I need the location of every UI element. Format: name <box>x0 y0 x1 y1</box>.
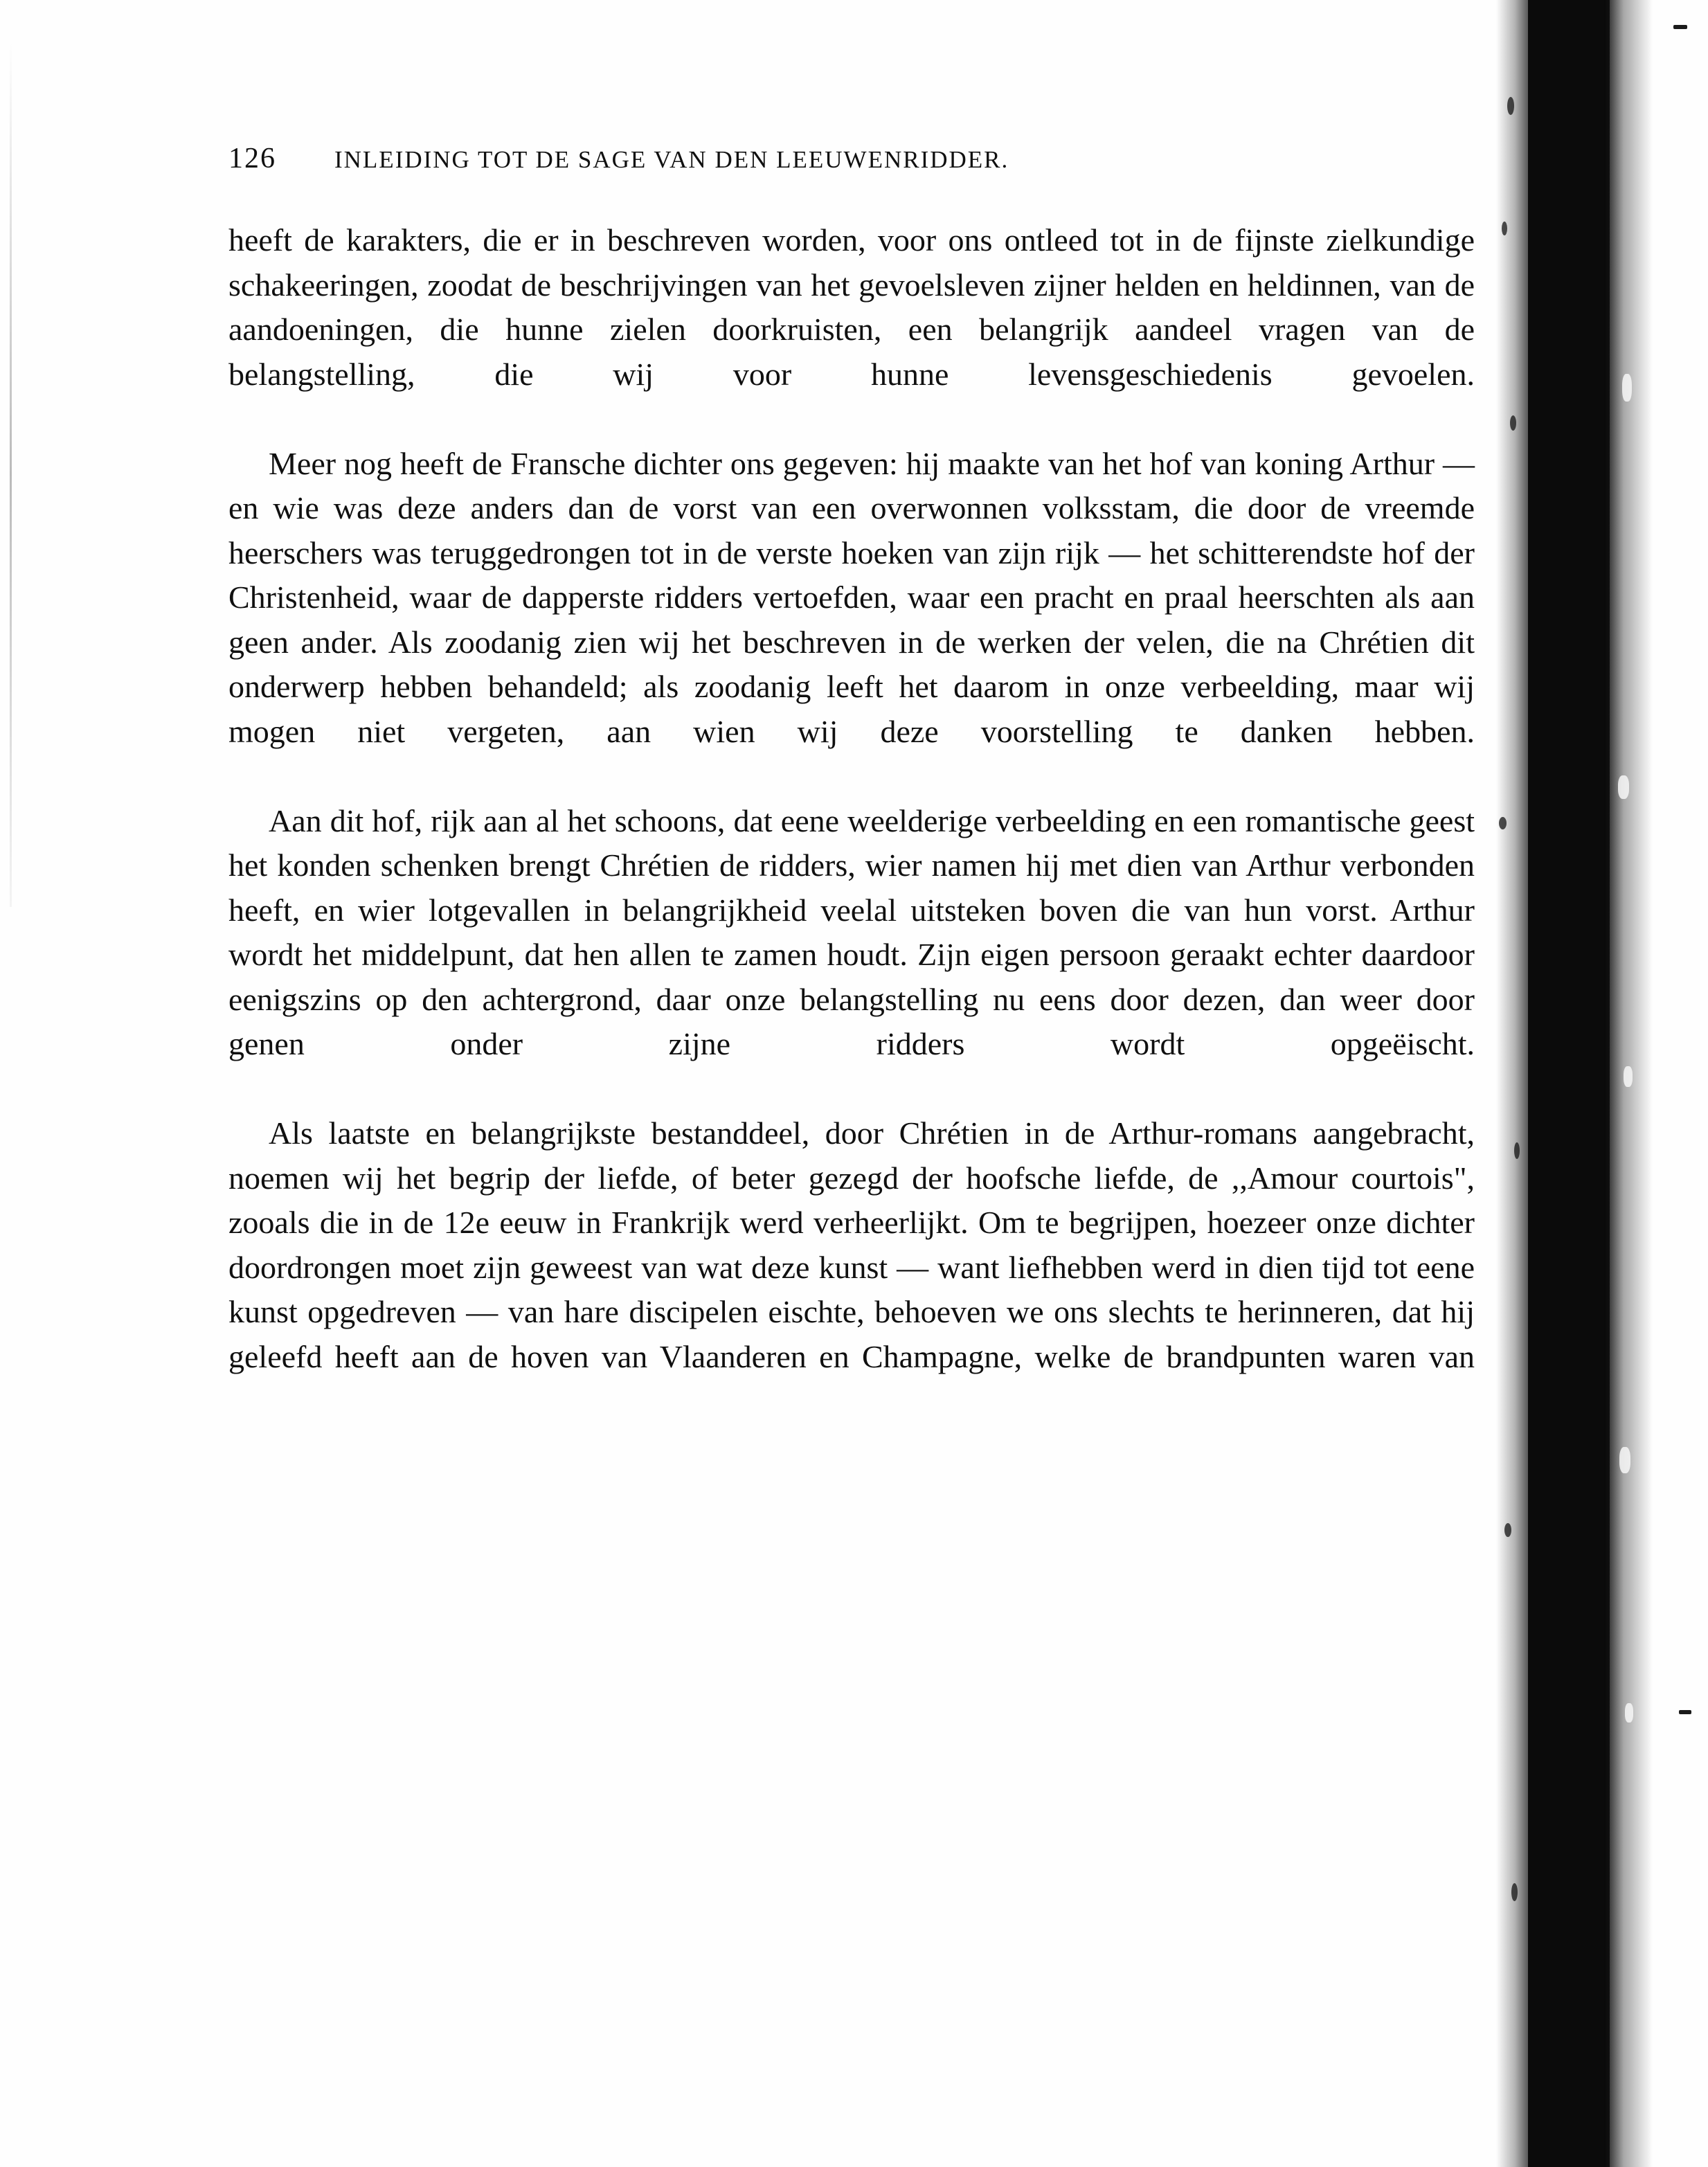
page-edge-mark <box>1679 1710 1691 1714</box>
scan-speckle <box>1510 415 1516 431</box>
page-edge-mark <box>1673 25 1687 29</box>
running-header <box>228 142 1475 175</box>
scan-speckle <box>1511 1883 1518 1901</box>
gutter-light-gap <box>1622 374 1632 402</box>
paragraph: Als laatste en belangrijkste bestanddeel, door Chrétien in de Arthur-romans aangebracht, noemen wij het begrip der liefde, of beter gezegd der hoofsche liefde, de ,,Amour courtois", zooals die in de 12e eeuw in Frankrijk werd verheerlijkt. Om te begrijpen, hoezeer onze dichter doordrongen moet zijn geweest van wat deze kunst — want liefhebben werd in dien tijd tot eene kunst opgedreven — van hare discipelen eischte, behoeven we ons slechts te herinneren, dat hij geleefd heeft aan de hoven van Vlaanderen en Champagne, welke de brandpunten waren van <box>228 1115 1475 1374</box>
paragraph: Aan dit hof, rijk aan al het schoons, dat eene weelderige verbeelding en een romantische geest het konden schenken brengt Chrétien de ridders, wier namen hij met dien van Arthur verbonden heeft, en wier lotgevallen in belangrijkheid veelal uitsteken boven die van hun vorst. Arthur wordt het middelpunt, dat hen allen te zamen houdt. Zijn eigen persoon geraakt echter daardoor eenigszins op den achtergrond, daar onze belangstelling nu eens door dezen, dan weer door genen onder zijne ridders wordt opgeëischt. <box>228 802 1475 1061</box>
paragraph: Meer nog heeft de Fransche dichter ons gegeven: hij maakte van het hof van koning Arthur — en wie was deze anders dan de vorst van een overwonnen volksstam, die door de vreemde heerschers was teruggedrongen tot in de verste hoeken van zijn rijk — het schitterendste hof der Christenheid, waar de dapperste ridders vertoefden, waar een pracht en praal heerschten als aan geen ander. Als zoodanig zien wij het beschreven in de werken der velen, die na Chrétien dit onderwerp hebben behandeld; als zoodanig leeft het daarom in onze verbeelding, maar wij mogen niet vergeten, aan wien wij deze voorstelling te danken hebben. <box>228 445 1475 749</box>
scan-speckle <box>1507 97 1514 115</box>
scan-speckle <box>1504 1523 1511 1537</box>
gutter-light-gap <box>1625 1703 1633 1723</box>
gutter-light-gap <box>1618 775 1629 799</box>
text-column <box>228 142 1475 1424</box>
scan-speckle <box>1514 1142 1520 1159</box>
gutter-dark-band <box>1528 0 1610 2167</box>
page-number: 126 <box>228 143 276 174</box>
running-head-title: INLEIDING TOT DE SAGE VAN DEN LEEUWENRIDDER. <box>334 146 1009 173</box>
scan-speckle <box>1499 817 1507 829</box>
scan-speckle <box>1502 222 1507 235</box>
gutter-light-gap <box>1619 1447 1630 1473</box>
gutter-light-gap <box>1624 1066 1633 1087</box>
left-scan-edge <box>10 42 12 907</box>
paragraph: heeft de karakters, die er in beschreven worden, voor ons ontleed tot in de fijnste zielkundige schakeeringen, zoodat de beschrijvingen van het gevoelsleven zijner helden en heldinnen, van de aandoeningen, die hunne zielen doorkruisten, een belangrijk aandeel vragen van de belangstelling, die wij voor hunne levensgeschiedenis gevoelen. <box>228 222 1475 392</box>
book-gutter-shadow <box>1466 0 1708 2167</box>
